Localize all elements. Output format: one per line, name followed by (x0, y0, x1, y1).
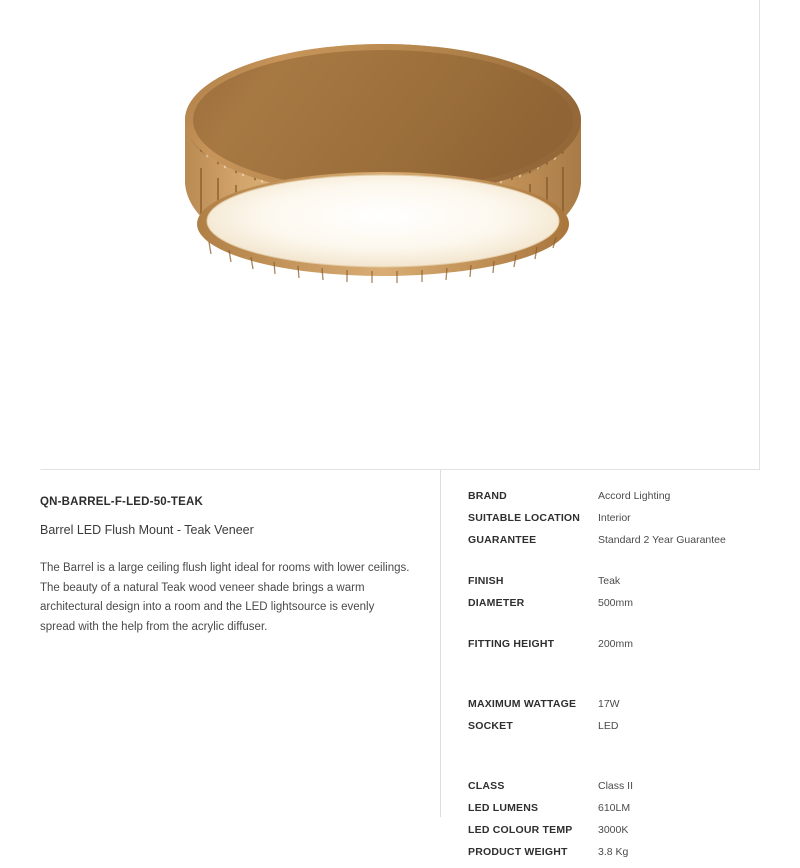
spec-value: 500mm (598, 597, 634, 609)
spec-label: LED COLOUR TEMP (468, 824, 573, 836)
table-spacer (468, 556, 768, 575)
product-image (161, 28, 606, 318)
spec-label: CLASS (468, 780, 505, 792)
table-row (468, 638, 768, 660)
spec-label: PRODUCT WEIGHT (468, 846, 568, 858)
spec-label: SUITABLE LOCATION (468, 512, 581, 524)
spec-value: Standard 2 Year Guarantee (598, 534, 726, 546)
spec-label: FINISH (468, 575, 504, 587)
spec-label: FITTING HEIGHT (468, 638, 555, 650)
table-row (468, 490, 768, 512)
spec-label: SOCKET (468, 720, 513, 732)
table-row (468, 698, 768, 720)
table-row (468, 597, 768, 619)
table-spacer (468, 742, 768, 761)
spec-label: BRAND (468, 490, 507, 502)
spec-value: Interior (598, 512, 631, 524)
table-row (468, 575, 768, 597)
table-row (468, 720, 768, 742)
spec-label: MAXIMUM WATTAGE (468, 698, 577, 710)
table-row (468, 802, 768, 824)
table-spacer (468, 619, 768, 638)
spec-value: Accord Lighting (598, 490, 671, 502)
table-row (468, 846, 768, 868)
specification-table (468, 490, 768, 868)
spec-value: LED (598, 720, 619, 732)
spec-value: 200mm (598, 638, 634, 650)
product-description: The Barrel is a large ceiling flush light ideal for rooms with lower ceilings. The beauty of a natural Teak wood veneer shade brings a warm architectural design into a room and the LED lightsource is evenly spread with the help from the acrylic diffuser. (40, 562, 410, 633)
product-title: Barrel LED Flush Mount - Teak Veneer (40, 523, 254, 537)
table-row (468, 780, 768, 802)
acrylic-diffuser (207, 175, 559, 267)
product-image-panel (40, 0, 760, 470)
table-row (468, 534, 768, 556)
spec-value: 3000K (598, 824, 629, 836)
spec-value: 3.8 Kg (598, 846, 629, 858)
product-sku: QN-BARREL-F-LED-50-TEAK (40, 496, 204, 508)
table-spacer (468, 660, 768, 679)
spec-label: LED LUMENS (468, 802, 539, 814)
column-divider (440, 470, 441, 817)
spec-value: Teak (598, 575, 621, 587)
table-spacer (468, 679, 768, 698)
table-row (468, 512, 768, 534)
product-info-column (40, 496, 418, 637)
spec-label: DIAMETER (468, 597, 525, 609)
spec-value: Class II (598, 780, 634, 792)
spec-value: 17W (598, 698, 620, 710)
table-row (468, 824, 768, 846)
table-spacer (468, 761, 768, 780)
spec-label: GUARANTEE (468, 534, 537, 546)
spec-value: 610LM (598, 802, 631, 814)
